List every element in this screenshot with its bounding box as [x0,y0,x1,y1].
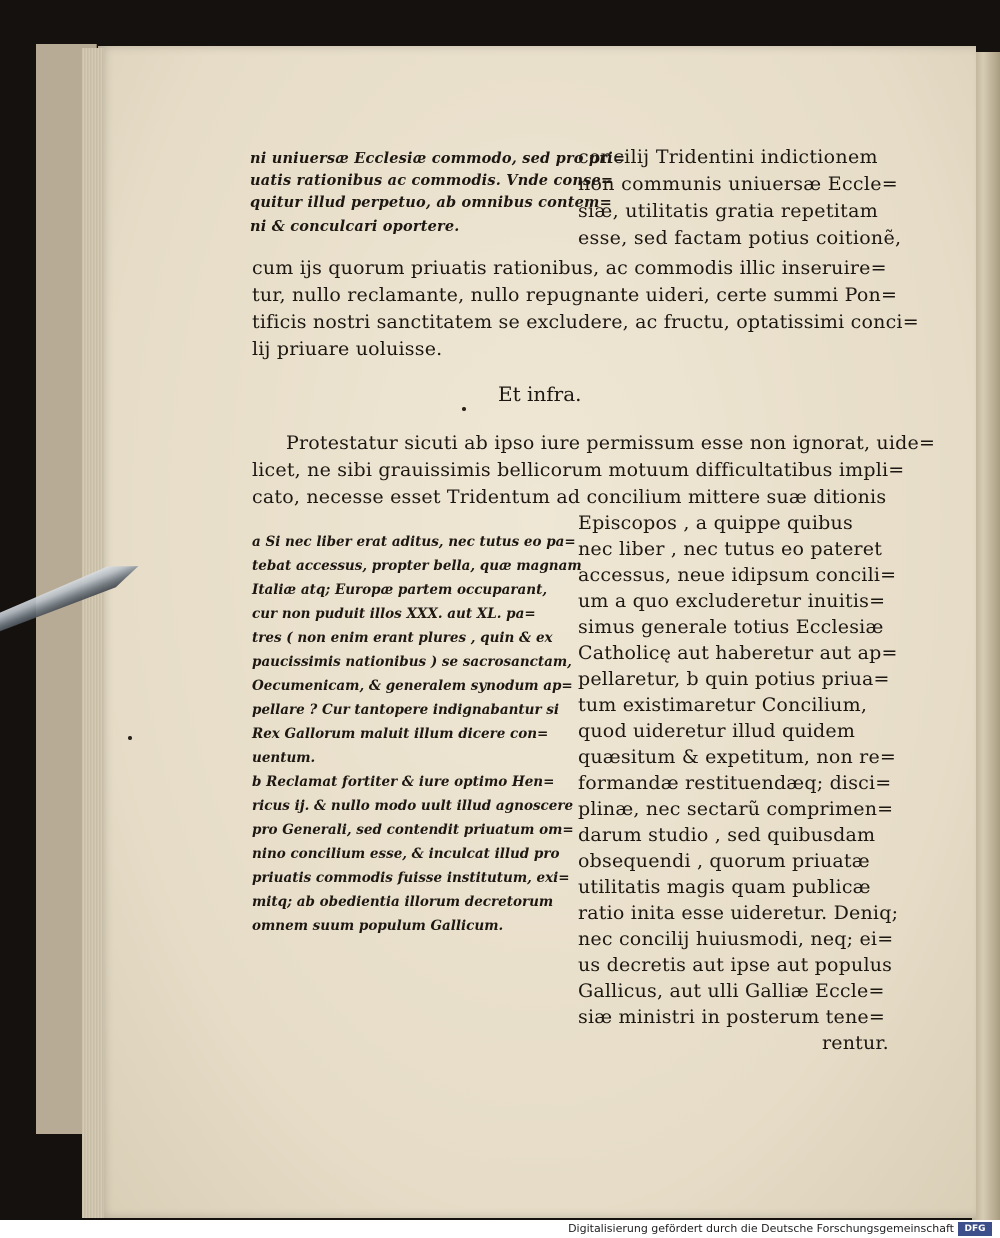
note-line: a Si nec liber erat aditus, nec tutus eo pa= [252,534,576,550]
note-line: tres ( non enim erant plures , quin & ex [252,630,553,646]
top-right-line: non communis uniuersæ Eccle= [578,173,898,195]
right-column-line: us decretis aut ipse aut populus [578,954,893,976]
section-heading: Et infra. [498,382,582,406]
right-column-line: quæsitum & expetitum, non re= [578,746,897,768]
note-line: Italiæ atq; Europæ partem occuparant, [252,582,548,598]
right-column-line: nec liber , nec tutus eo pateret [578,538,883,560]
note-line: omnem suum populum Gallicum. [252,918,504,934]
note-line: pro Generali, sed contendit priuatum om= [252,822,574,838]
right-column-line: nec concilij huiusmodi, neq; ei= [578,928,894,950]
right-column-line: rentur. [822,1032,889,1054]
note-line: cur non puduit illos XXX. aut XL. pa= [252,606,536,622]
top-left-line: ni & conculcari oportere. [250,218,460,235]
top-right-line: siæ, utilitatis gratia repetitam [578,200,879,222]
note-line: paucissimis nationibus ) se sacrosanctam, [252,654,572,670]
note-line: priuatis commodis fuisse institutum, exi= [252,870,570,886]
note-line: uentum. [252,750,316,766]
note-line: mitq; ab obedientia illorum decretorum [252,894,554,910]
top-right-line: concilij Tridentini indictionem [578,146,878,168]
next-page-edge [972,52,1000,1220]
paragraph-line: cum ijs quorum priuatis rationibus, ac commodis illic inseruire= [252,257,887,279]
top-right-line: esse, sed factam potius coitionẽ, [578,227,902,249]
right-column-line: Episcopos , a quippe quibus [578,512,853,534]
right-column-line: simus generale totius Ecclesiæ [578,616,884,638]
right-column-line: Catholicę aut haberetur aut ap= [578,642,898,664]
right-column-line: darum studio , sed quibusdam [578,824,876,846]
right-column-line: tum existimaretur Concilium, [578,694,868,716]
top-left-line: uatis rationibus ac commodis. Vnde conse= [250,172,614,189]
paragraph-line: tur, nullo reclamante, nullo repugnante uideri, certe summi Pon= [252,284,898,306]
right-column-line: quod uideretur illud quidem [578,720,856,742]
note-line: tebat accessus, propter bella, quæ magnam [252,558,582,574]
right-column-line: pellaretur, b quin potius priua= [578,668,890,690]
margin-mark [128,736,132,740]
right-column-line: siæ ministri in posterum tene= [578,1006,885,1028]
top-left-line: ni uniuersæ Ecclesiæ commodo, sed pro pri= [250,150,626,167]
paragraph-line: tificis nostri sanctitatem se excludere, ac fructu, optatissimi conci= [252,311,919,333]
note-line: b Reclamat fortiter & iure optimo Hen= [252,774,555,790]
paragraph-line: licet, ne sibi grauissimis bellicorum motuum difficultatibus impli= [252,459,905,481]
book-page [98,46,976,1218]
right-column-line: utilitatis magis quam publicæ [578,876,871,898]
top-left-line: quitur illud perpetuo, ab omnibus contem= [250,194,612,211]
right-column-line: plinæ, nec sectarũ comprimen= [578,798,894,820]
page-stack-edge [82,48,104,1218]
right-column-line: accessus, neue idipsum concili= [578,564,897,586]
note-line: pellare ? Cur tantopere indignabantur si [252,702,559,718]
note-line: Oecumenicam, & generalem synodum ap= [252,678,573,694]
footer-credit: Digitalisierung gefördert durch die Deutsche Forschungsgemeinschaft [568,1222,954,1235]
note-line: nino concilium esse, & inculcat illud pro [252,846,560,862]
right-column-line: ratio inita esse uideretur. Deniq; [578,902,899,924]
footer-bar [0,1220,1000,1238]
right-column-line: obsequendi , quorum priuatæ [578,850,870,872]
paragraph-line: Protestatur sicuti ab ipso iure permissum esse non ignorat, uide= [286,432,936,454]
right-column-line: um a quo excluderetur inuitis= [578,590,886,612]
note-line: Rex Gallorum maluit illum dicere con= [252,726,549,742]
paragraph-line: lij priuare uoluisse. [252,338,443,360]
ornament-dot [462,407,466,411]
dfg-logo: DFG [958,1222,992,1236]
note-line: ricus ij. & nullo modo uult illud agnoscere [252,798,574,814]
paragraph-line: cato, necesse esset Tridentum ad concilium mittere suæ ditionis [252,486,887,508]
right-column-line: formandæ restituendæq; disci= [578,772,892,794]
right-column-line: Gallicus, aut ulli Galliæ Eccle= [578,980,885,1002]
